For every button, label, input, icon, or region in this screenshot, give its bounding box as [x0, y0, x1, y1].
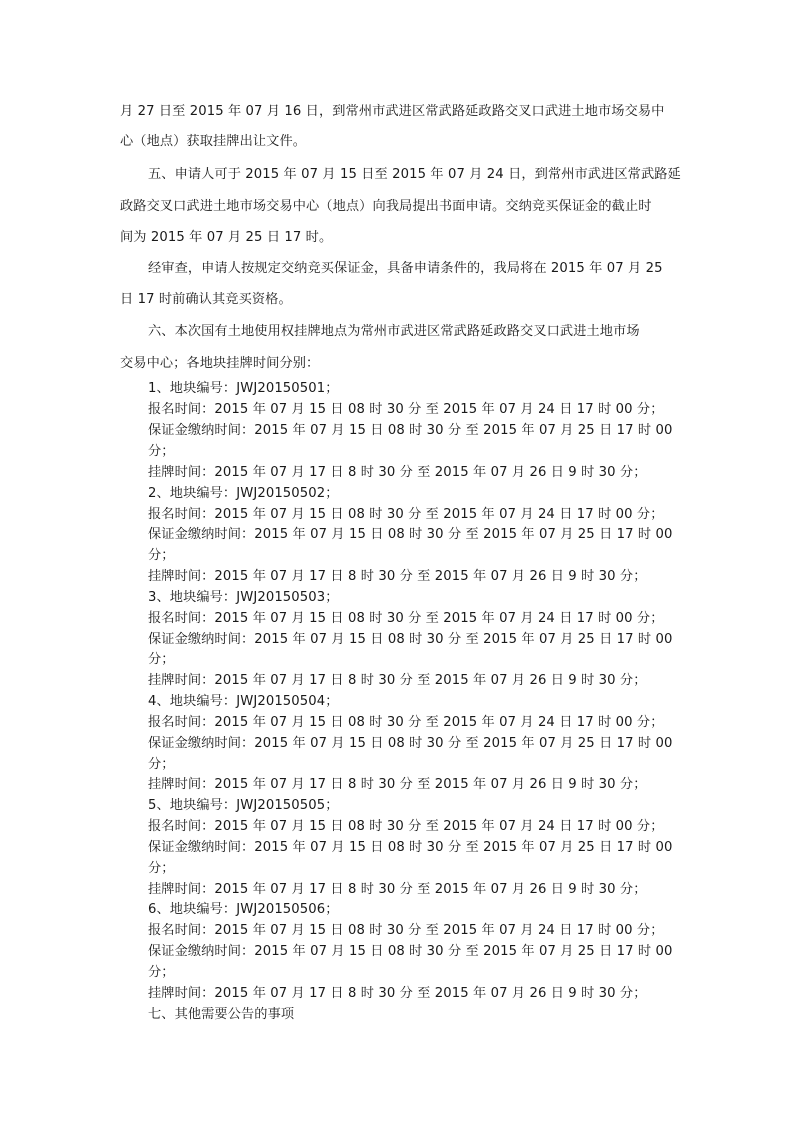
paragraph-line: 交易中心；各地块挂牌时间分别：	[120, 356, 320, 371]
section-seven-heading: 七、其他需要公告的事项	[148, 1007, 295, 1022]
listing-time: 挂牌时间：2015 年 07 月 17 日 8 时 30 分 至 2015 年 07 月 26 日 9 时 30 分；	[148, 465, 647, 480]
paragraph-line: 心（地点）获取挂牌出让文件。	[120, 134, 307, 149]
deposit-time-continued: 分；	[148, 861, 175, 876]
parcel-number: 6、地块编号：JWJ20150506；	[148, 902, 339, 917]
parcel-number: 5、地块编号：JWJ20150505；	[148, 798, 339, 813]
paragraph-line: 日 17 时前确认其竞买资格。	[120, 292, 292, 307]
paragraph-line: 经审查，申请人按规定交纳竞买保证金，具备申请条件的，我局将在 2015 年 07 月 25	[148, 261, 663, 276]
section-five-heading-line: 五、申请人可于 2015 年 07 月 15 日至 2015 年 07 月 24 日，到常州市武进区常武路延	[148, 167, 681, 182]
listing-time: 挂牌时间：2015 年 07 月 17 日 8 时 30 分 至 2015 年 07 月 26 日 9 时 30 分；	[148, 673, 647, 688]
registration-time: 报名时间：2015 年 07 月 15 日 08 时 30 分 至 2015 年 07 月 24 日 17 时 00 分；	[148, 715, 664, 730]
listing-time: 挂牌时间：2015 年 07 月 17 日 8 时 30 分 至 2015 年 07 月 26 日 9 时 30 分；	[148, 986, 647, 1001]
paragraph-line: 月 27 日至 2015 年 07 月 16 日，到常州市武进区常武路延政路交叉口武进土地市场交易中	[120, 104, 665, 119]
parcel-number: 2、地块编号：JWJ20150502；	[148, 486, 339, 501]
registration-time: 报名时间：2015 年 07 月 15 日 08 时 30 分 至 2015 年 07 月 24 日 17 时 00 分；	[148, 611, 664, 626]
section-six-heading-line: 六、本次国有土地使用权挂牌地点为常州市武进区常武路延政路交叉口武进土地市场	[148, 324, 640, 339]
registration-time: 报名时间：2015 年 07 月 15 日 08 时 30 分 至 2015 年 07 月 24 日 17 时 00 分；	[148, 402, 664, 417]
paragraph-line: 间为 2015 年 07 月 25 日 17 时。	[120, 230, 333, 245]
parcel-number: 4、地块编号：JWJ20150504；	[148, 694, 339, 709]
parcel-number: 1、地块编号：JWJ20150501；	[148, 381, 339, 396]
registration-time: 报名时间：2015 年 07 月 15 日 08 时 30 分 至 2015 年 07 月 24 日 17 时 00 分；	[148, 819, 664, 834]
deposit-time-continued: 分；	[148, 965, 175, 980]
deposit-time-continued: 分；	[148, 652, 175, 667]
paragraph-line: 政路交叉口武进土地市场交易中心（地点）向我局提出书面申请。交纳竞买保证金的截止时	[120, 199, 652, 214]
deposit-time: 保证金缴纳时间：2015 年 07 月 15 日 08 时 30 分 至 2015 年 07 月 25 日 17 时 00	[148, 527, 673, 542]
listing-time: 挂牌时间：2015 年 07 月 17 日 8 时 30 分 至 2015 年 07 月 26 日 9 时 30 分；	[148, 777, 647, 792]
deposit-time: 保证金缴纳时间：2015 年 07 月 15 日 08 时 30 分 至 2015 年 07 月 25 日 17 时 00	[148, 632, 673, 647]
deposit-time: 保证金缴纳时间：2015 年 07 月 15 日 08 时 30 分 至 2015 年 07 月 25 日 17 时 00	[148, 840, 673, 855]
deposit-time-continued: 分；	[148, 548, 175, 563]
registration-time: 报名时间：2015 年 07 月 15 日 08 时 30 分 至 2015 年 07 月 24 日 17 时 00 分；	[148, 923, 664, 938]
deposit-time: 保证金缴纳时间：2015 年 07 月 15 日 08 时 30 分 至 2015 年 07 月 25 日 17 时 00	[148, 736, 673, 751]
listing-time: 挂牌时间：2015 年 07 月 17 日 8 时 30 分 至 2015 年 07 月 26 日 9 时 30 分；	[148, 882, 647, 897]
deposit-time: 保证金缴纳时间：2015 年 07 月 15 日 08 时 30 分 至 2015 年 07 月 25 日 17 时 00	[148, 944, 673, 959]
deposit-time-continued: 分；	[148, 444, 175, 459]
registration-time: 报名时间：2015 年 07 月 15 日 08 时 30 分 至 2015 年 07 月 24 日 17 时 00 分；	[148, 507, 664, 522]
deposit-time-continued: 分；	[148, 757, 175, 772]
parcel-number: 3、地块编号：JWJ20150503；	[148, 590, 339, 605]
deposit-time: 保证金缴纳时间：2015 年 07 月 15 日 08 时 30 分 至 2015 年 07 月 25 日 17 时 00	[148, 423, 673, 438]
listing-time: 挂牌时间：2015 年 07 月 17 日 8 时 30 分 至 2015 年 07 月 26 日 9 时 30 分；	[148, 569, 647, 584]
